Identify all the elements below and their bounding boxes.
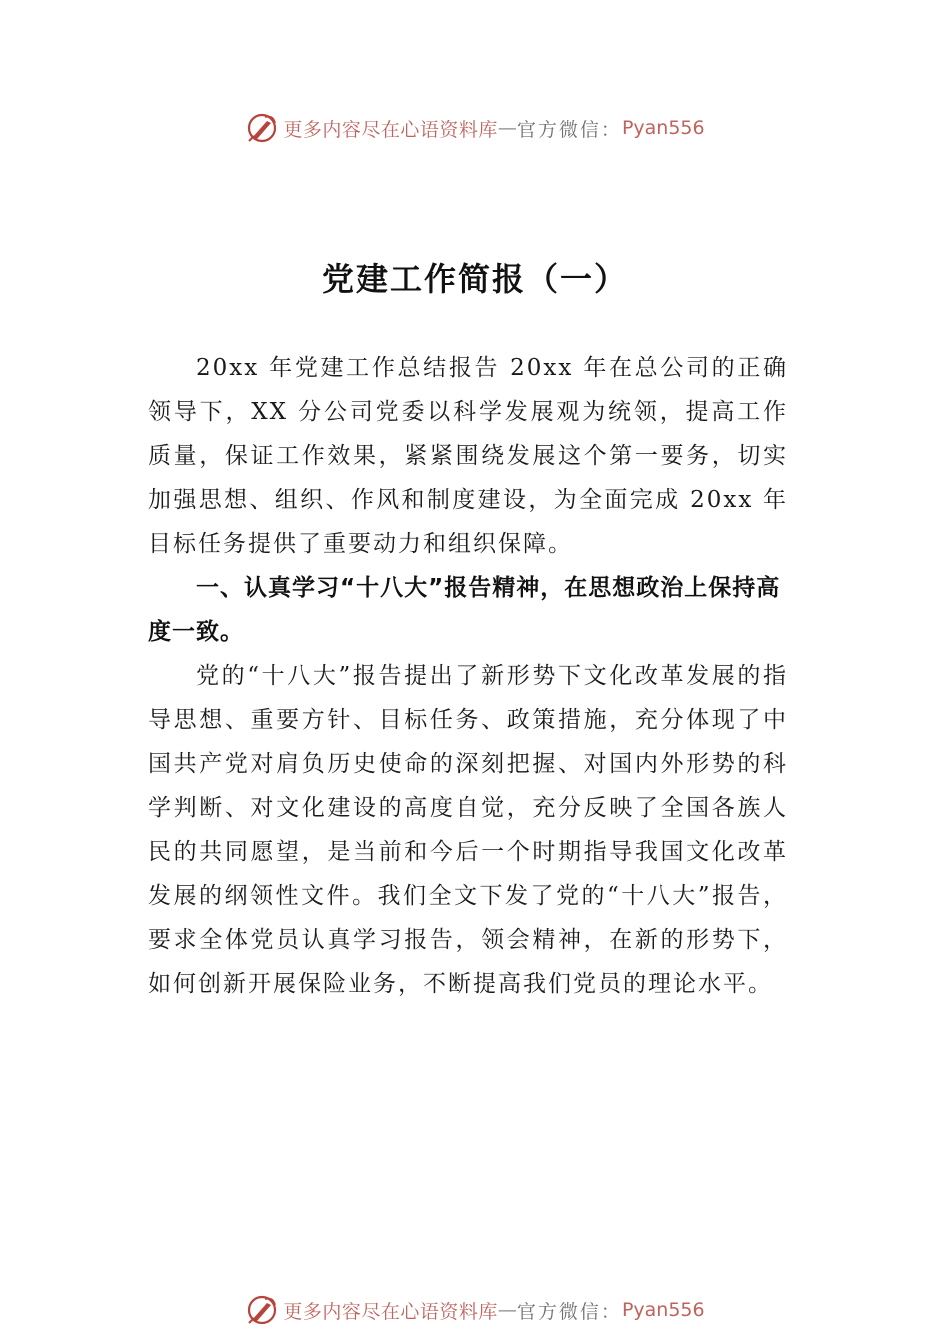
- banner-official-label: 官方微信：: [516, 118, 622, 141]
- banner-wechat-id: Pyan556: [621, 1299, 705, 1321]
- header-banner: [0, 108, 950, 148]
- pen-nib-logo-icon: [245, 1293, 279, 1327]
- banner-dash: —: [497, 1299, 517, 1321]
- document-body: [148, 346, 788, 1006]
- section-paragraph: 党的“十八大”报告提出了新形势下文化改革发展的指导思想、重要方针、目标任务、政策措施，充分体现了中国共产党对肩负历史使命的深刻把握、对国内外形势的科学判断、对文化建设的高度自觉，充分反映了全国各族人民的共同愿望，是当前和今后一个时期指导我国文化改革发展的纲领性文件。我们全文下发了党的“十八大”报告，要求全体党员认真学习报告，领会精神，在新的形势下，如何创新开展保险业务，不断提高我们党员的理论水平。: [148, 663, 788, 997]
- banner-wechat-id: Pyan556: [621, 117, 705, 139]
- banner-main-text: 更多内容尽在心语资料库: [283, 118, 498, 141]
- section-heading: 一、认真学习“十八大”报告精神，在思想政治上保持高度一致。: [148, 575, 781, 645]
- document-title: 党建工作简报（一）: [321, 260, 628, 298]
- intro-paragraph: 20xx 年党建工作总结报告 20xx 年在总公司的正确领导下，XX 分公司党委以科学发展观为统领，提高工作质量，保证工作效果，紧紧围绕发展这个第一要务，切实加强思想、组织、作风和制度建设，为全面完成 20xx 年目标任务提供了重要动力和组织保障。: [148, 355, 788, 557]
- pen-nib-logo-icon: [245, 111, 279, 145]
- footer-banner: [0, 1290, 950, 1330]
- banner-main-text: 更多内容尽在心语资料库: [283, 1300, 498, 1323]
- banner-dash: —: [497, 117, 517, 139]
- banner-official-label: 官方微信：: [516, 1300, 622, 1323]
